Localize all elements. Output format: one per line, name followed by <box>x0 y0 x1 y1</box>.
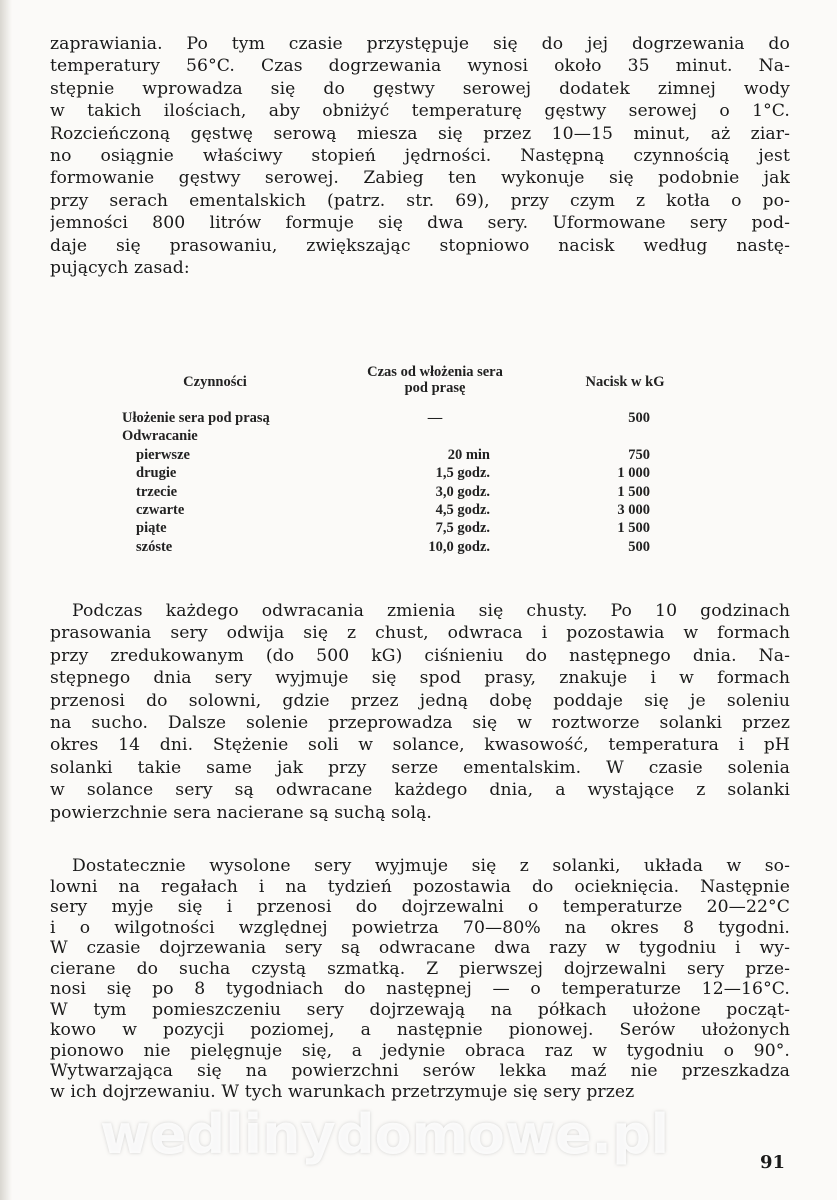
text-line: na sucho. Dalsze solenie przeprowadza się w roztworze solanki przez <box>50 713 790 734</box>
text-line: temperatury 56°C. Czas dogrzewania wynosi około 35 minut. Na- <box>50 56 790 77</box>
cell-action: czwarte <box>136 502 185 518</box>
page-number: 91 <box>760 1152 786 1173</box>
cell-pressure: 750 <box>628 446 650 463</box>
text-line: przy zredukowanym (do 500 kG) ciśnieniu do następnego dnia. Na- <box>50 645 790 666</box>
text-line: W tym pomieszczeniu sery dojrzewają na półkach ułożone począt- <box>50 999 790 1020</box>
cell-time: 10,0 godz. <box>428 538 490 555</box>
text-line: pionowo nie pielęgnuje się, a jedynie obraca raz w tygodniu o 90°. <box>50 1040 790 1061</box>
text-line: zaprawiania. Po tym czasie przystępuje się do jej dogrzewania do <box>50 34 790 54</box>
cell-pressure: 1 500 <box>617 483 650 500</box>
table-header-time: Czas od włożenia sera pod prasę <box>367 364 503 396</box>
text-line: W czasie dojrzewania sery są odwracane dwa razy w tygodniu i wy- <box>50 938 790 958</box>
text-line: i o wilgotności względnej powietrza 70—80% na okres 8 tygodni. <box>50 917 790 938</box>
text-line: jemności 800 litrów formuje się dwa sery. Uformowane sery pod- <box>50 213 790 234</box>
text-line: w ich dojrzewaniu. W tych warunkach przetrzymuje się sery przez <box>50 1081 635 1102</box>
text-line: stępnie wprowadza się do gęstwy serowej dodatek zimnej wody <box>50 78 790 99</box>
text-line: Wytwarzająca się na powierzchni serów lekka maź nie przeszkadza <box>50 1061 790 1081</box>
text-line: daje się prasowaniu, zwiększając stopniowo nacisk według nastę- <box>50 235 790 256</box>
text-line: Rozcieńczoną gęstwę serową miesza się przez 10—15 minut, aż ziar- <box>50 123 790 144</box>
table-row <box>0 501 837 519</box>
text-line: w solance sery są odwracane każdego dnia, a wystające z solanki <box>50 780 790 801</box>
page-edge-shadow <box>0 0 12 1200</box>
table-row <box>0 427 837 445</box>
table-header-pressure: Nacisk w kG <box>585 374 665 390</box>
cell-pressure: 3 000 <box>617 502 650 518</box>
cell-action: drugie <box>136 465 177 482</box>
text-line: okres 14 dni. Stężenie soli w solance, kwasowość, temperatura i pH <box>50 735 790 756</box>
cell-pressure: 500 <box>628 538 650 555</box>
text-line: powierzchnie sera nacierane są suchą solą. <box>50 802 432 823</box>
text-line: no osiągnie właściwy stopień jędrności. Następną czynnością jest <box>50 146 790 167</box>
text-line: solanki takie same jak przy serze ementalskim. W czasie solenia <box>50 757 790 778</box>
table-row <box>0 446 837 464</box>
text-line: przenosi do solowni, gdzie przez jedną dobę poddaje się je soleniu <box>50 690 790 711</box>
text-line: Podczas każdego odwracania zmienia się chusty. Po 10 godzinach <box>72 601 790 621</box>
cell-time: 1,5 godz. <box>435 465 490 482</box>
cell-time: 20 min <box>447 446 490 463</box>
cell-action: trzecie <box>136 483 178 500</box>
cell-pressure: 1 500 <box>617 520 650 537</box>
table-header-action: Czynności <box>183 374 247 390</box>
text-line: Dostatecznie wysolone sery wyjmuje się z solanki, układa w so- <box>72 856 790 876</box>
table-row <box>0 464 837 482</box>
watermark: wedlinydomowe.pl <box>100 1103 670 1166</box>
text-line: lowni na regałach i na tydzień pozostawia do ocieknięcia. Następnie <box>50 876 790 897</box>
cell-time: 4,5 godz. <box>435 502 490 518</box>
cell-time: 3,0 godz. <box>435 483 490 500</box>
cell-pressure: 500 <box>628 410 650 426</box>
cell-time: — <box>427 410 443 426</box>
text-line: sery myje się i przenosi do dojrzewalni o temperaturze 20—22°C <box>50 897 790 917</box>
text-line: przy serach ementalskich (patrz. str. 69), przy czym z kotła o po- <box>50 190 790 211</box>
cell-action: Odwracanie <box>122 428 198 445</box>
paragraph-2 <box>50 600 790 824</box>
text-line: prasowania sery odwija się z chust, odwraca i pozostawia w formach <box>50 623 790 644</box>
cell-pressure: 1 000 <box>617 465 650 482</box>
text-line: w takich ilościach, aby obniżyć temperaturę gęstwy serowej o 1°C. <box>50 101 790 122</box>
cell-action: piąte <box>136 520 167 537</box>
cell-action: szóste <box>136 538 173 555</box>
table-row <box>0 538 837 556</box>
cell-time: 7,5 godz. <box>435 520 490 537</box>
text-line: kowo w pozycji poziomej, a następnie pionowej. Serów ułożonych <box>50 1020 790 1040</box>
cell-action: Ułożenie sera pod prasą <box>122 410 270 426</box>
paragraph-1 <box>50 33 790 279</box>
cell-action: pierwsze <box>136 446 190 463</box>
text-line: cierane do sucha czystą szmatką. Z pierwszej dojrzewalni sery prze- <box>50 958 790 979</box>
table-row <box>0 409 837 427</box>
text-line: formowanie gęstwy serowej. Zabieg ten wykonuje się podobnie jak <box>50 168 790 189</box>
table-row <box>0 483 837 501</box>
table-row <box>0 519 837 537</box>
text-line: nosi się po 8 tygodniach do następnej — o temperaturze 12—16°C. <box>50 979 790 999</box>
text-line: stępnego dnia sery wyjmuje się spod prasy, znakuje i w formach <box>50 668 790 689</box>
text-line: pujących zasad: <box>50 258 190 279</box>
paragraph-3 <box>50 856 790 1102</box>
